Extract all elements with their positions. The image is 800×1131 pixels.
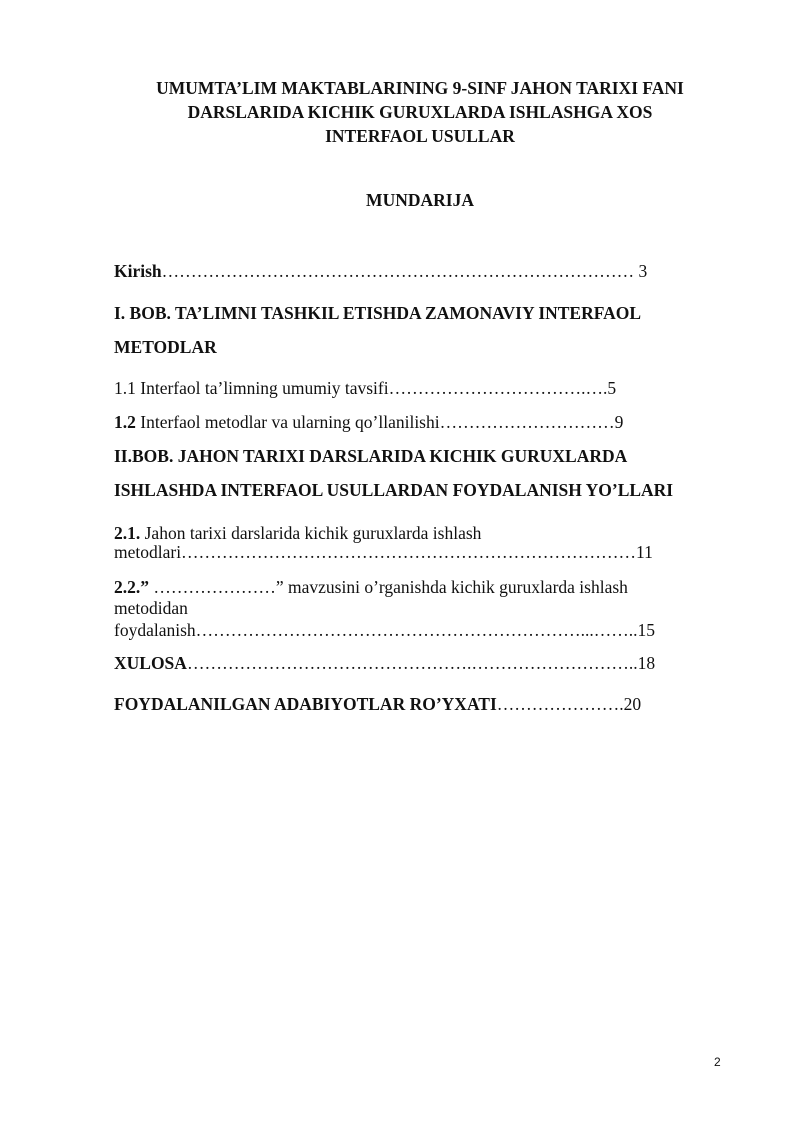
toc-entry-references-label: FOYDALANILGAN ADABIYOTLAR RO’YXATI [114,694,497,714]
toc-section-2-2-line-1 [114,576,628,598]
toc-section-2-1-number: 2.1. [114,523,141,543]
toc-section-2-2-text: …………………” mavzusini o’rganishda kichik guruxlarda ishlash [149,577,628,597]
toc-chapter-2-line-2: ISHLASHDA INTERFAOL USULLARDAN FOYDALANISH YO’LLARI [114,480,674,500]
toc-entry-xulosa-label: XULOSA [114,653,187,673]
toc-section-2-2-line-2: metodidan [114,598,188,618]
toc-section-2-2-line-3: foydalanish…………………………………………………………...……..15 [114,620,656,640]
toc-entry-kirish-leader: ……………………………………………………………………… [161,261,635,281]
toc-entry-kirish-page: 3 [634,261,648,281]
document-title [100,76,740,148]
toc-section-1-1: 1.1 Interfaol ta’limning umumiy tavsifi…………………………….….5 [114,378,617,398]
toc-entry-kirish-label: Kirish [114,261,162,281]
toc-entry-references [114,693,641,715]
toc-chapter-1-line-2: METODLAR [114,337,217,357]
title-line-1: UMUMTA’LIM MAKTABLARINING 9-SINF JAHON TARIXI FANI [156,78,684,98]
toc-entry-kirish [114,260,647,282]
page-number: 2 [714,1055,721,1069]
toc-section-2-1-text: Jahon tarixi darslarida kichik guruxlarda ishlash [140,523,482,543]
toc-section-2-2-number: 2.2.” [114,577,149,597]
title-line-2: DARSLARIDA KICHIK GURUXLARDA ISHLASHGA XOS [187,102,653,122]
toc-section-2-1-line-2: metodlari……………………………………………………………………11 [114,542,653,562]
toc-entry-xulosa [114,652,655,674]
toc-section-1-2-text: Interfaol metodlar va ularning qo’llanilishi…………………………9 [135,412,624,432]
title-line-3: INTERFAOL USULLAR [325,126,515,146]
toc-section-1-2-number: 1.2 [114,412,136,432]
toc-chapter-2-line-1: II.BOB. JAHON TARIXI DARSLARIDA KICHIK GURUXLARDA [114,446,628,466]
toc-heading: MUNDARIJA [366,190,474,210]
toc-chapter-1-line-1: I. BOB. TA’LIMNI TASHKIL ETISHDA ZAMONAVIY INTERFAOL [114,303,642,323]
toc-section-1-2 [114,411,623,433]
toc-entry-xulosa-leader: ………………………………………….………………………..18 [186,653,656,673]
toc-entry-references-leader: ………………….20 [496,694,642,714]
